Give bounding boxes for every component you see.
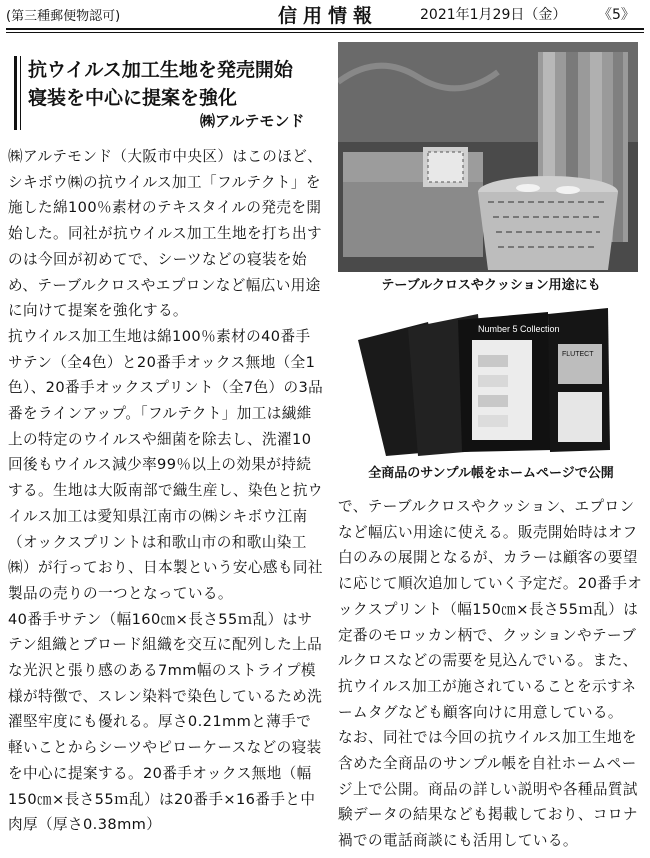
paragraph: ㈱アルテモンド（大阪市中央区）はこのほど、シキボウ㈱の抗ウイルス加工「フルテクト」を施した綿100％素材のテキスタイルの発売を開始した。同社が抗ウイルス加工生地を打ち出すのは今回が初めてで、シーツなどの寝装を始め、テーブルクロスやエプロンなど幅広い用途に向けて提案を強化する。 — [8, 148, 323, 320]
paragraph: で、テーブルクロスやクッション、エプロンなど幅広い用途に使える。販売開始時はオフ白のみの展開となるが、カラーは顧客の要望に応じて順次追加していく予定だ。20番手オックスプリント（幅150㎝×長さ55ｍ乱）は定番のモロッカン柄で、クッションやテーブルクロスなどの需要を見込んでいる。また、抗ウイルス加工が施されていることを示すネームタグなども顧客向けに用意している。 — [338, 498, 643, 721]
headline-bar-thin — [20, 56, 21, 130]
paragraph: 抗ウイルス加工生地は綿100％素材の40番手サテン（全4色）と20番手オックス無地（全1色）、20番手オックスプリント（全7色）の3品番をラインアップ。「フルテクト」加工は繊維上の特定のウイルスや細菌を除去し、洗濯10回後もウイルス減少率99％以上の効果が持続する。生地は大阪南部で織生産し、染色と抗ウイルス加工は愛知県江南市の㈱シキボウ江南（オックスプリントは和歌山市の和歌山染工㈱）が行っており、日本製という安心感も同社製品の売りの一つとなっている。 — [8, 327, 324, 602]
paragraph: 40番手サテン（幅160㎝×長さ55ｍ乱）はサテン組織とブロード組織を交互に配列した上品な光沢と張り感のある7mm幅のストライプ模様が特徴で、スレン染料で染色しているため洗濯堅牢度にも優れる。厚さ0.21mmと薄手で軽いことからシーツやピローケースなどの寝装を中心に提案する。20番手オックス無地（幅150㎝×長さ55ｍ乱）は20番手×16番手と中肉厚（厚さ0.38mm） — [8, 610, 323, 834]
issue-date: 2021年1月29日（金） — [420, 7, 567, 23]
headline-line-1: 抗ウイルス加工生地を発売開始 — [28, 59, 293, 81]
page-number: 《5》 — [598, 7, 635, 23]
newspaper-title: 信用情報 — [278, 5, 379, 27]
postal-permit: (第三種郵便物認可) — [6, 9, 121, 24]
header-rule — [6, 28, 644, 30]
article-column-2 — [338, 494, 644, 854]
booklet-title: Number 5 Collection — [478, 324, 560, 334]
headline-line-2: 寝装を中心に提案を強化 — [28, 87, 238, 109]
photo-sample-booklets — [338, 300, 644, 456]
paragraph: なお、同社では今回の抗ウイルス加工生地を含めた全商品のサンプル帳を自社ホームページ上で公開。商品の詳しい説明や各種品質試験データの結果なども掲載しており、コロナ禍での電話商談にも活用している。 — [338, 729, 638, 850]
page-header — [0, 0, 650, 26]
headline-bar — [14, 56, 17, 130]
company-byline: ㈱アルテモンド — [200, 112, 305, 130]
photo-caption-1: テーブルクロスやクッション用途にも — [381, 278, 601, 293]
booklet-brand: FLUTECT — [562, 351, 594, 358]
header-rule-thin — [6, 32, 644, 33]
article-headline — [28, 56, 328, 112]
photo-caption-2: 全商品のサンプル帳をホームページで公開 — [368, 466, 614, 481]
article-column-1 — [8, 144, 324, 838]
photo-sofa-tablecloth — [338, 42, 638, 272]
